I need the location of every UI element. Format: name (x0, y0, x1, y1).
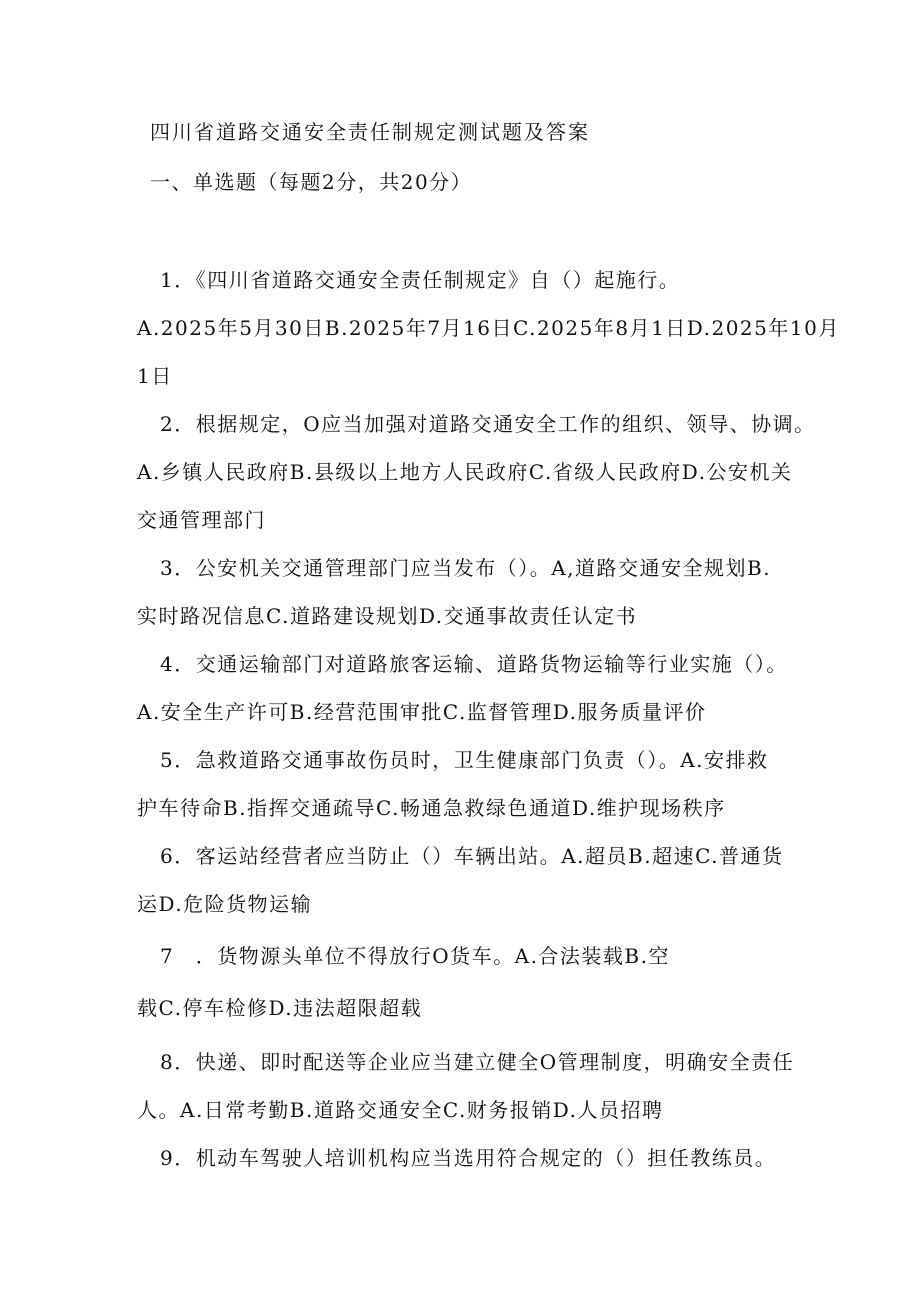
question-1-options: A.2025年5月30日B.2025年7月16日C.2025年8月1日D.2025年10月 (137, 316, 840, 340)
question-1-options-cont: 1日 (137, 364, 173, 388)
question-7-stem: 7 ．货物源头单位不得放行O货车。A.合法装载B.空 (160, 944, 670, 968)
question-6-stem: 6．客运站经营者应当防止（）车辆出站。A.超员B.超速C.普通货 (160, 844, 784, 868)
question-5-stem: 5．急救道路交通事故伤员时，卫生健康部门负责（）。A.安排救 (160, 748, 769, 772)
question-8-stem: 8．快递、即时配送等企业应当建立健全O管理制度，明确安全责任 (160, 1050, 795, 1074)
section-heading: 一、单选题（每题2分，共20分） (150, 170, 473, 194)
question-2-stem: 2．根据规定，O应当加强对道路交通安全工作的组织、领导、协调。 (160, 412, 816, 436)
question-2-options: A.乡镇人民政府B.县级以上地方人民政府C.省级人民政府D.公安机关 (137, 460, 793, 484)
question-3-options: 实时路况信息C.道路建设规划D.交通事故责任认定书 (137, 604, 638, 628)
question-3-stem: 3．公安机关交通管理部门应当发布（）。A,道路交通安全规划B. (160, 556, 772, 580)
question-5-options: 护车待命B.指挥交通疏导C.畅通急救绿色通道D.维护现场秩序 (137, 796, 726, 820)
document-title: 四川省道路交通安全责任制规定测试题及答案 (150, 120, 590, 144)
question-2-options-cont: 交通管理部门 (137, 508, 266, 532)
question-4-options: A.安全生产许可B.经营范围审批C.监督管理D.服务质量评价 (137, 700, 707, 724)
question-7-options: 载C.停车检修D.违法超限超载 (137, 996, 423, 1020)
question-9-stem: 9．机动车驾驶人培训机构应当选用符合规定的（）担任教练员。 (160, 1146, 777, 1170)
question-4-stem: 4．交通运输部门对道路旅客运输、道路货物运输等行业实施（）。 (160, 652, 788, 676)
question-6-options: 运D.危险货物运输 (137, 892, 313, 916)
question-8-options: 人。A.日常考勤B.道路交通安全C.财务报销D.人员招聘 (137, 1098, 664, 1122)
question-1-stem: 1．《四川省道路交通安全责任制规定》自（）起施行。 (160, 268, 681, 292)
